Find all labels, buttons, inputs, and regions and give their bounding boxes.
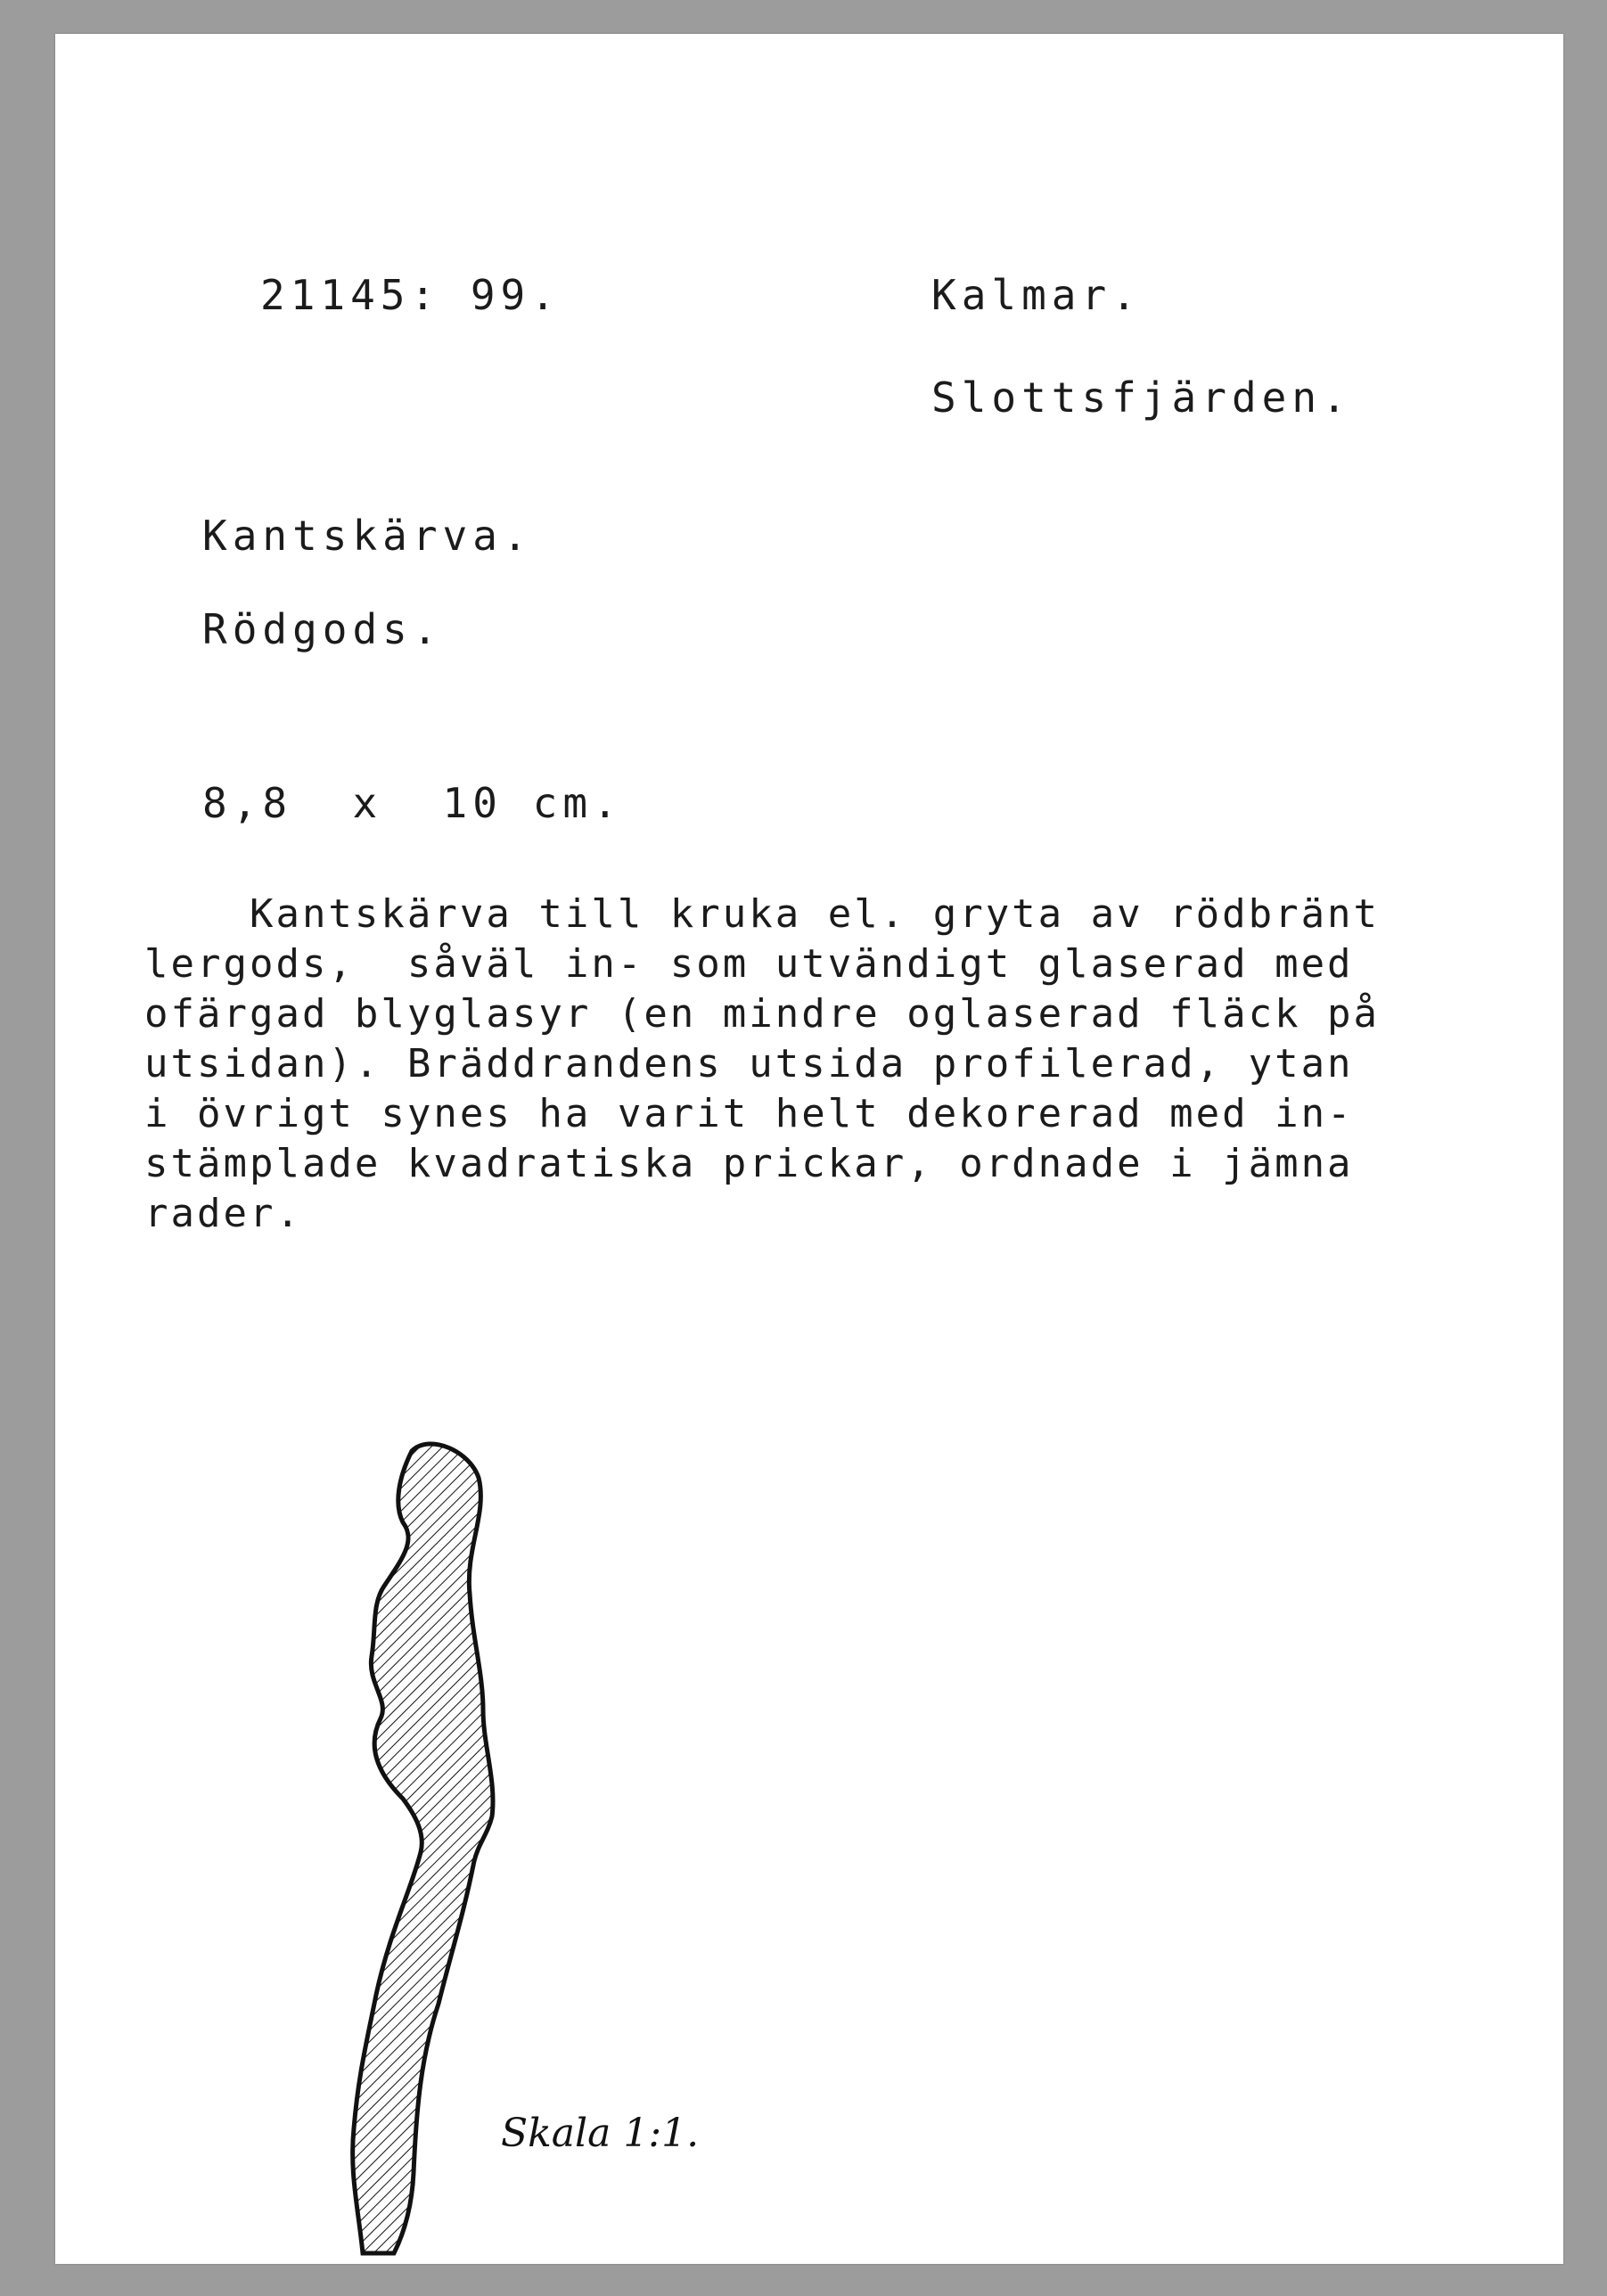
description-line: stämplade kvadratiska prickar, ordnade i jämna (144, 1141, 1354, 1186)
material: Rödgods. (202, 605, 443, 653)
description-line: lergods, såväl in- som utvändigt glaserad med (144, 941, 1354, 987)
description-line: utsidan). Bräddrandens utsida profilerad, ytan (144, 1041, 1354, 1086)
sherd-profile-drawing (269, 1415, 537, 2262)
catalog-card (55, 34, 1563, 2264)
find-place: Kalmar. (931, 271, 1142, 319)
find-site: Slottsfjärden. (931, 373, 1352, 422)
description-line: i övrigt synes ha varit helt dekorerad med in- (144, 1091, 1354, 1136)
object-type: Kantskärva. (202, 512, 533, 560)
description-line: Kantskärva till kruka el. gryta av rödbränt (144, 891, 1381, 937)
description-line: ofärgad blyglasyr (en mindre oglaserad fläck på (144, 991, 1381, 1037)
scale-note: Skala 1:1. (501, 2111, 700, 2156)
description-line: rader. (144, 1191, 302, 1236)
catalog-number: 21145: 99. (260, 271, 561, 319)
sherd-profile-section (353, 1444, 493, 2253)
dimensions: 8,8 x 10 cm. (202, 779, 623, 827)
description (144, 890, 1380, 1239)
